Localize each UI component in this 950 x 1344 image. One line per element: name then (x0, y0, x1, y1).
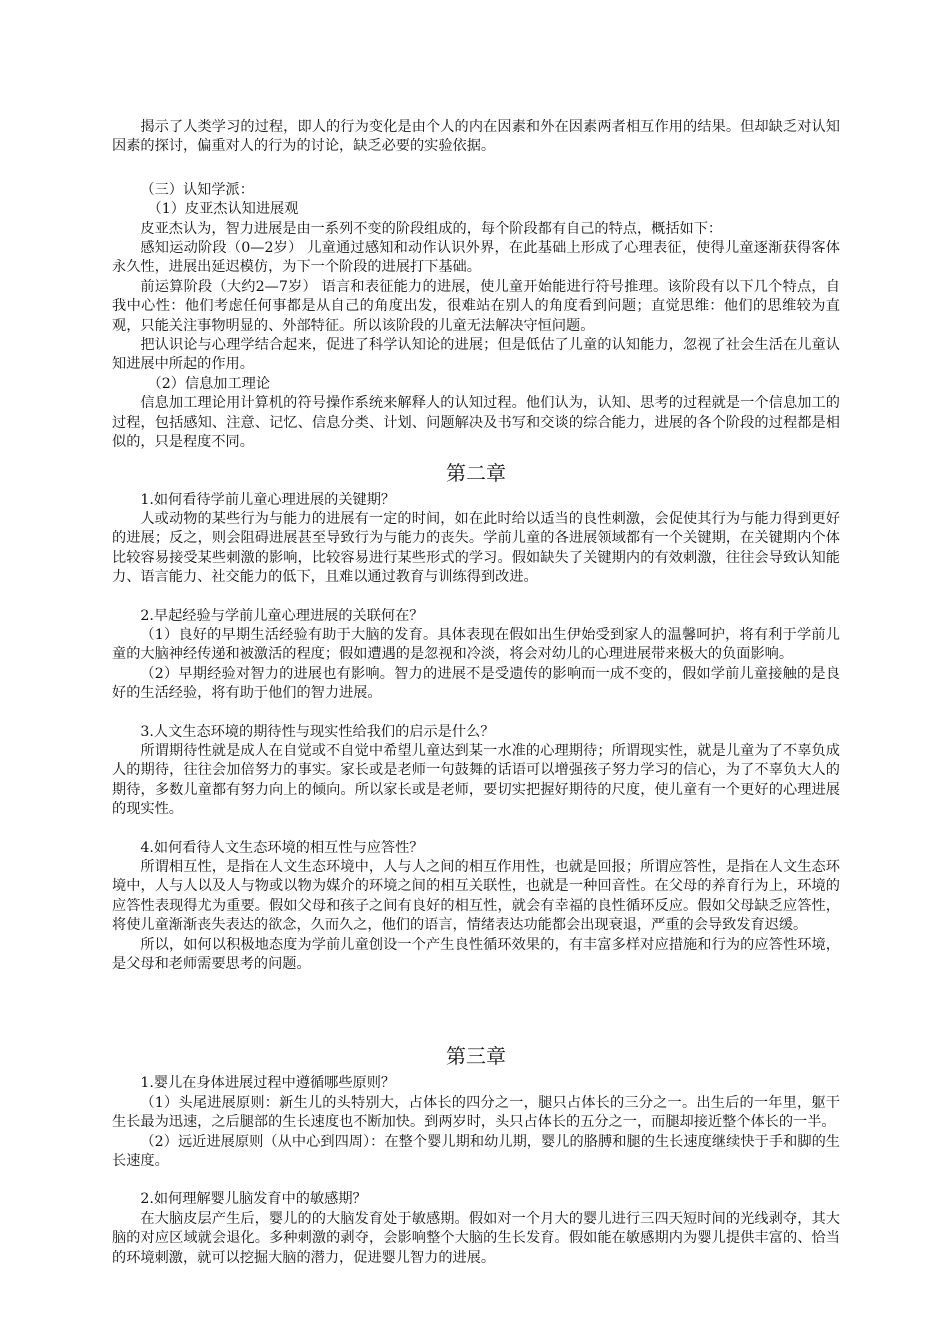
info-processing-paragraph: 信息加工理论用计算机的符号操作系统来解释人的认知过程。他们认为，认知、思考的过程就是一个信息加工的过程，包括感知、注意、记忆、信息分类、计划、问题解决及书写和交谈的综合能力，进展的各个阶段的过程都是相似的，只是程度不同。 (112, 395, 840, 451)
piaget-heading: （1）皮亚杰认知进展观 (147, 201, 299, 218)
piaget-sensorimotor-paragraph: 感知运动阶段（0—2岁） 儿童通过感知和动作认识外界，在此基础上形成了心理表征，使得儿童逐渐获得客体永久性，进展出延迟模仿，为下一个阶段的进展打下基础。 (112, 240, 840, 276)
chapter-3-title: 第三章 (446, 1044, 506, 1069)
piaget-paragraph: 皮亚杰认为，智力进展是由一系列不变的阶段组成的，每个阶段都有自己的特点，概括如下： (140, 220, 723, 237)
ch2-answer-4-part-2: 所以，如何以积极地态度为学前儿童创设一个产生良性循环效果的，有丰富多样对应措施和行为的应答性环境，是父母和老师需要思考的问题。 (112, 936, 840, 973)
ch3-answer-2: 在大脑皮层产生后，婴儿的的大脑发育处于敏感期。假如对一个月大的婴儿进行三四天短时间的光线剥夺，其大脑的对应区域就会退化。多种刺激的剥夺，会影响整个大脑的生长发育。假如能在敏感期内为婴儿提供丰富的、恰当的环境刺激，就可以挖掘大脑的潜力，促进婴儿智力的进展。 (112, 1210, 840, 1266)
ch2-question-1: 1.如何看待学前儿童心理进展的关键期？ (140, 491, 396, 508)
ch3-question-1: 1.婴儿在身体进展过程中遵循哪些原则？ (140, 1075, 396, 1092)
document-page (112, 118, 840, 1268)
ch3-question-2: 2.如何理解婴儿脑发育中的敏感期？ (140, 1191, 367, 1208)
ch2-answer-2-part-1: （1）良好的早期生活经验有助于大脑的发育。具体表现在假如出生伊始受到家人的温馨呵护，将有利于学前儿童的大脑神经传递和被激活的程度；假如遭遇的是忽视和冷淡，将会对幼儿的心理进展带来极大的负面影响。 (112, 626, 840, 663)
ch2-answer-3: 所谓期待性就是成人在自觉或不自觉中希望儿童达到某一水准的心理期待；所谓现实性，就是儿童为了不辜负成人的期待，往往会加倍努力的事实。家长或是老师一句鼓舞的话语可以增强孩子努力学习的信心，为了不辜负大人的期待，多数儿童都有努力向上的倾向。所以家长或是老师，要切实把握好期待的尺度，使儿童有一个更好的心理进展的现实性。 (112, 742, 840, 818)
ch2-answer-4-part-1: 所谓相互性，是指在人文生态环境中，人与人之间的相互作用性，也就是回报；所谓应答性，是指在人文生态环境中，人与人以及人与物或以物为媒介的环境之间的相互关联性，也就是一种回音性。在父母的养育行为上，环境的应答性表现得尤为重要。假如父母和孩子之间有良好的相互性，就会有幸福的良性循环反应。假如父母缺乏应答性，将使儿童渐渐丧失表达的欲念，久而久之，他们的语言，情绪表达功能都会出现衰退，严重的会导致发育迟缓。 (112, 859, 840, 934)
ch2-question-3: 3.人文生态环境的期待性与现实性给我们的启示是什么？ (140, 723, 495, 740)
ch2-question-2: 2.早起经验与学前儿童心理进展的关联何在？ (140, 607, 424, 624)
ch3-answer-1-part-1: （1）头尾进展原则：新生儿的头特别大，占体长的四分之一，腿只占体长的三分之一。出生后的一年里，躯干生长最为迅速，之后腿部的生长速度也不断加快。到两岁时，头只占体长的五分之一，而腿却接近整个体长的一半。 (112, 1094, 840, 1131)
chapter-2-title: 第二章 (446, 460, 506, 485)
ch2-answer-2-part-2: （2）早期经验对智力的进展也有影响。智力的进展不是受遗传的影响而一成不变的，假如学前儿童接触的是良好的生活经验，将有助于他们的智力进展。 (112, 665, 840, 702)
ch2-answer-1: 人或动物的某些行为与能力的进展有一定的时间，如在此时给以适当的良性刺激，会促使其行为与能力得到更好的进展；反之，则会阻碍进展甚至导致行为与能力的丧失。学前儿童的各进展领域都有一个关键期，在关键期内个体比较容易接受某些刺激的影响，比较容易进行某些形式的学习。假如缺失了关键期内的有效刺激，往往会导致认知能力、语言能力、社交能力的低下，且难以通过教育与训练得到改进。 (112, 510, 840, 586)
piaget-evaluation-paragraph: 把认识论与心理学结合起来，促进了科学认知论的进展；但是低估了儿童的认知能力，忽视了社会生活在儿童认知进展中所起的作用。 (112, 337, 840, 373)
ch2-question-4: 4.如何看待人文生态环境的相互性与应答性？ (140, 839, 424, 856)
intro-paragraph: 揭示了人类学习的过程，即人的行为变化是由个人的内在因素和外在因素两者相互作用的结果。但却缺乏对认知因素的探讨，偏重对人的行为的讨论，缺乏必要的实验依据。 (112, 119, 840, 155)
ch3-answer-1-part-2: （2）远近进展原则（从中心到四周）：在整个婴儿期和幼儿期，婴儿的胳膊和腿的生长速度继续快于手和脚的生长速度。 (112, 1133, 840, 1170)
piaget-preoperational-paragraph: 前运算阶段（大约2—7岁） 语言和表征能力的进展，使儿童开始能进行符号推理。该阶段有以下几个特点，自我中心性：他们考虑任何事都是从自己的角度出发，很难站在别人的角度看到问题；直觉思维：他们的思维较为直观，只能关注事物明显的、外部特征。所以该阶段的儿童无法解决守恒问题。 (112, 278, 840, 334)
info-processing-heading: （2）信息加工理论 (147, 375, 271, 392)
cognitive-heading: （三）认知学派： (140, 181, 254, 198)
